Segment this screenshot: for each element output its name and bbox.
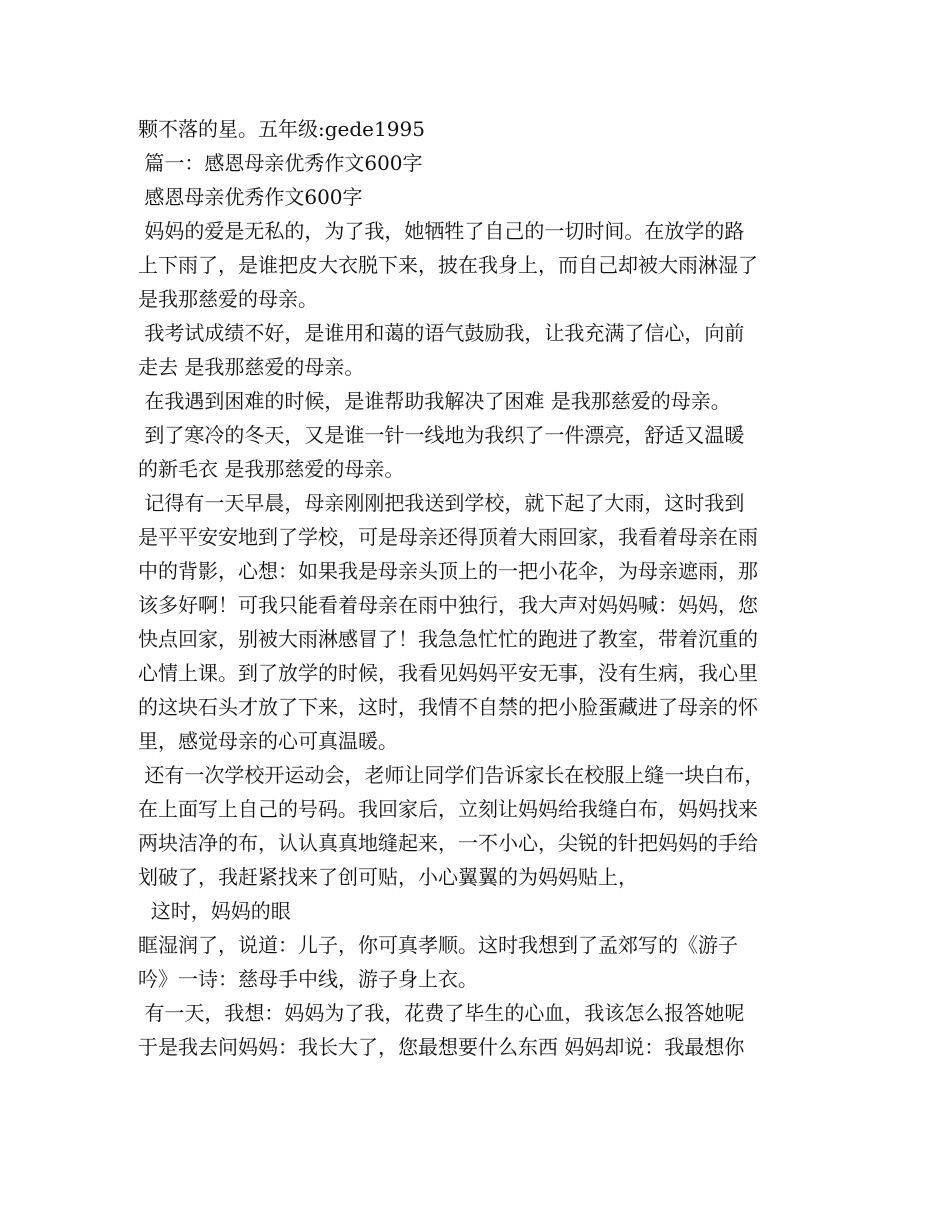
text-line: 到了寒冷的冬天，又是谁一针一线地为我织了一件漂亮，舒适又温暖 bbox=[138, 423, 745, 447]
text-line: 心情上课。到了放学的时候，我看见妈妈平安无事，没有生病，我心里 bbox=[138, 661, 758, 685]
text-line: 中的背影，心想：如果我是母亲头顶上的一把小花伞，为母亲遮雨，那 bbox=[138, 559, 758, 583]
text-line: 于是我去问妈妈：我长大了，您最想要什么东西 妈妈却说：我最想你 bbox=[138, 1035, 745, 1059]
text-line: 是我那慈爱的母亲。 bbox=[138, 287, 318, 311]
text-line: 在我遇到困难的时候，是谁帮助我解决了困难 是我那慈爱的母亲。 bbox=[138, 389, 731, 413]
text-line: 里，感觉母亲的心可真温暖。 bbox=[138, 729, 398, 753]
text-line: 颗不落的星。五年级:gede1995 bbox=[138, 117, 425, 141]
text-line: 划破了，我赶紧找来了创可贴，小心翼翼的为妈妈贴上， bbox=[138, 865, 638, 889]
text-line: 这时，妈妈的眼 bbox=[138, 899, 291, 923]
text-line: 妈妈的爱是无私的，为了我，她牺牲了自己的一切时间。在放学的路 bbox=[138, 219, 745, 243]
text-line: 是平平安安地到了学校，可是母亲还得顶着大雨回家，我看着母亲在雨 bbox=[138, 525, 758, 549]
text-line: 的这块石头才放了下来，这时，我情不自禁的把小脸蛋藏进了母亲的怀 bbox=[138, 695, 758, 719]
document-page bbox=[138, 112, 818, 1064]
text-line: 两块洁净的布，认认真真地缝起来，一不小心，尖锐的针把妈妈的手给 bbox=[138, 831, 758, 855]
text-line: 眶湿润了，说道：儿子，你可真孝顺。这时我想到了孟郊写的《游子 bbox=[138, 933, 738, 957]
essay-title: 感恩母亲优秀作文600字 bbox=[138, 185, 363, 209]
text-line: 我考试成绩不好，是谁用和蔼的语气鼓励我，让我充满了信心，向前 bbox=[138, 321, 745, 345]
text-line: 吟》一诗：慈母手中线，游子身上衣。 bbox=[138, 967, 478, 991]
text-line: 有一天，我想：妈妈为了我，花费了毕生的心血，我该怎么报答她呢 bbox=[138, 1001, 745, 1025]
text-line: 记得有一天早晨，母亲刚刚把我送到学校，就下起了大雨，这时我到 bbox=[138, 491, 745, 515]
text-line: 该多好啊！可我只能看着母亲在雨中独行，我大声对妈妈喊：妈妈，您 bbox=[138, 593, 758, 617]
text-line: 还有一次学校开运动会，老师让同学们告诉家长在校服上缝一块白布， bbox=[138, 763, 765, 787]
text-line: 快点回家，别被大雨淋感冒了！我急急忙忙的跑进了教室，带着沉重的 bbox=[138, 627, 758, 651]
text-line: 上下雨了，是谁把皮大衣脱下来，披在我身上，而自己却被大雨淋湿了 bbox=[138, 253, 758, 277]
text-line: 的新毛衣 是我那慈爱的母亲。 bbox=[138, 457, 405, 481]
text-line: 走去 是我那慈爱的母亲。 bbox=[138, 355, 365, 379]
section-heading: 篇一：感恩母亲优秀作文600字 bbox=[138, 151, 423, 175]
text-line: 在上面写上自己的号码。我回家后，立刻让妈妈给我缝白布，妈妈找来 bbox=[138, 797, 758, 821]
